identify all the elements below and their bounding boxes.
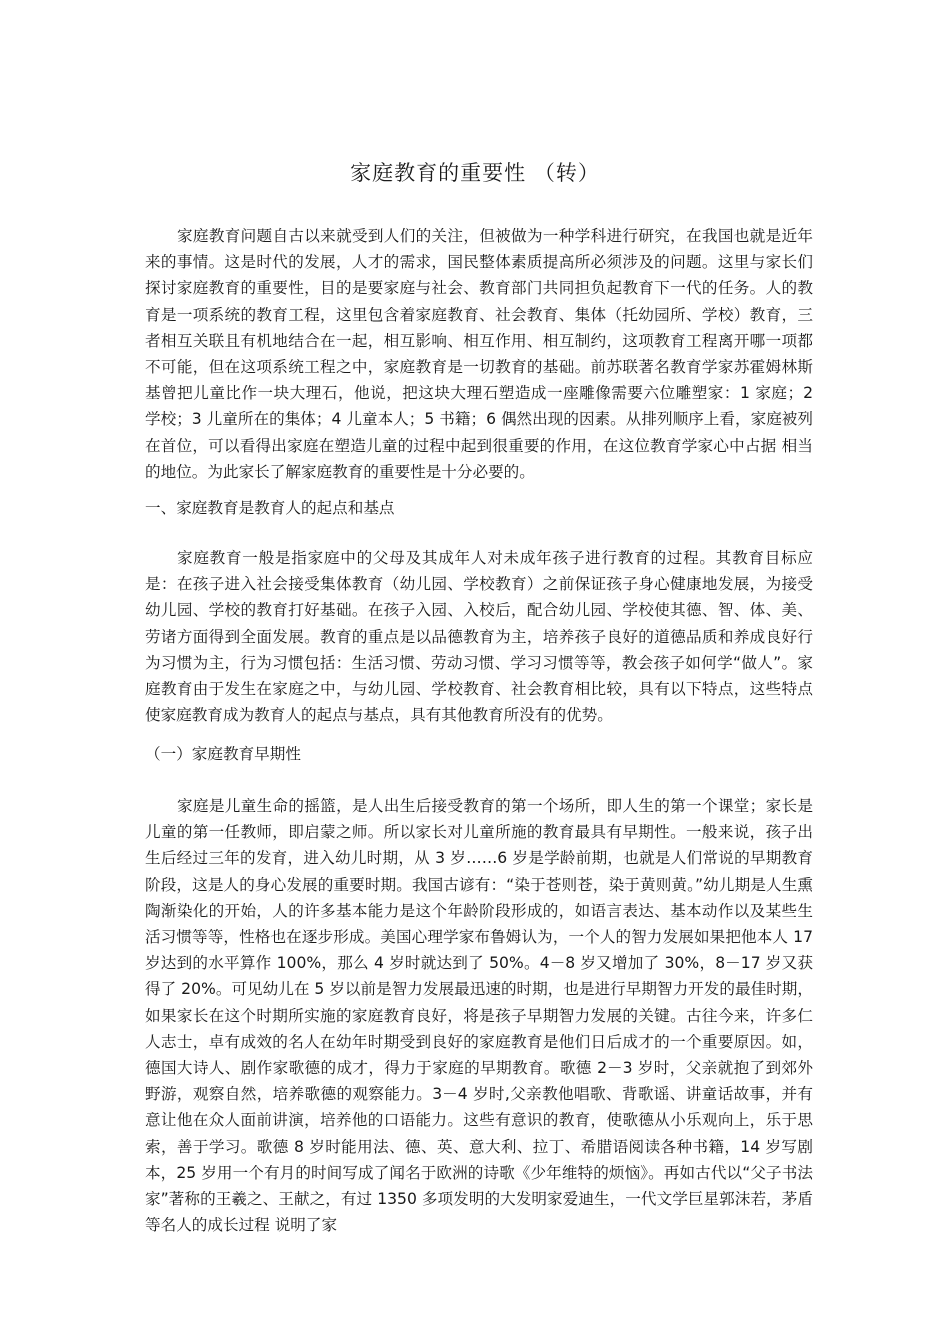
section-1-paragraph: 家庭教育一般是指家庭中的父母及其成年人对未成年孩子进行教育的过程。其教育目标应是：在孩子进入社会接受集体教育（幼儿园、学校教育）之前保证孩子身心健康地发展，为接受幼儿园、学校的教育打好基础。在孩子入园、入校后，配合幼儿园、学校使其德、智、体、美、劳诸方面得到全面发展。教育的重点是以品德教育为主，培养孩子良好的道德品质和养成良好行为习惯为主，行为习惯包括：生活习惯、劳动习惯、学习习惯等等，教会孩子如何学“做人”。家庭教育由于发生在家庭之中，与幼儿园、学校教育、社会教育相比较，具有以下特点，这些特点使家庭教育成为教育人的起点与基点，具有其他教育所没有的优势。 <box>145 549 813 725</box>
section-heading-1: 一、家庭教育是教育人的起点和基点 <box>145 499 395 517</box>
intro-paragraph: 家庭教育问题自古以来就受到人们的关注，但被做为一种学科进行研究，在我国也就是近年来的事情。这是时代的发展，人才的需求，国民整体素质提高所必须涉及的问题。这里与家长们探讨家庭教育的重要性，目的是要家庭与社会、教育部门共同担负起教育下一代的任务。人的教育是一项系统的教育工程，这里包含着家庭教育、社会教育、集体（托幼园所、学校）教育，三者相互关联且有机地结合在一起，相互影响、相互作用、相互制约，这项教育工程离开哪一项都不可能，但在这项系统工程之中，家庭教育是一切教育的基础。前苏联著名教育学家苏霍姆林斯基曾把儿童比作一块大理石，他说，把这块大理石塑造成一座雕像需要六位雕塑家：1 家庭；2 学校；3 儿童所在的集体；4 儿童本人；5 书籍；6 偶然出现的因素。从排列顺序上看，家庭被列在首位，可以看得出家庭在塑造儿童的过程中起到很重要的作用，在这位教育学家心中占据 相当的地位。为此家长了解家庭教育的重要性是十分必要的。 <box>145 227 813 481</box>
subsection-heading-1: （一）家庭教育早期性 <box>145 745 301 763</box>
document-title: 家庭教育的重要性 （转） <box>350 161 600 185</box>
subsection-1-paragraph: 家庭是儿童生命的摇篮，是人出生后接受教育的第一个场所，即人生的第一个课堂；家长是儿童的第一任教师，即启蒙之师。所以家长对儿童所施的教育最具有早期性。一般来说，孩子出生后经过三年的发育，进入幼儿时期，从 3 岁……6 岁是学龄前期，也就是人们常说的早期教育阶段，这是人的身心发展的重要时期。我国古谚有：“染于苍则苍，染于黄则黄。”幼儿期是人生熏陶渐染化的开始，人的许多基本能力是这个年龄阶段形成的，如语言表达、基本动作以及某些生活习惯等等，性格也在逐步形成。美国心理学家布鲁姆认为，一个人的智力发展如果把他本人 17 岁达到的水平算作 100%，那么 4 岁时就达到了 50%。4－8 岁又增加了 30%，8－17 岁又获得了 20%。可见幼儿在 5 岁以前是智力发展最迅速的时期，也是进行早期智力开发的最佳时期，如果家长在这个时期所实施的家庭教育良好，将是孩子早期智力发展的关键。古往今来，许多仁人志士，卓有成效的名人在幼年时期受到良好的家庭教育是他们日后成才的一个重要原因。如，德国大诗人、剧作家歌德的成才，得力于家庭的早期教育。歌德 2－3 岁时，父亲就抱了到郊外野游，观察自然，培养歌德的观察能力。3－4 岁时,父亲教他唱歌、背歌谣、讲童话故事，并有意让他在众人面前讲演，培养他的口语能力。这些有意识的教育，使歌德从小乐观向上，乐于思索，善于学习。歌德 8 岁时能用法、德、英、意大利、拉丁、希腊语阅读各种书籍，14 岁写剧本，25 岁用一个有月的时间写成了闻名于欧洲的诗歌《少年维特的烦恼》。再如古代以“父子书法家”著称的王羲之、王献之，有过 1350 多项发明的大发明家爱迪生，一代文学巨星郭沫若，茅盾等名人的成长过程 说明了家 <box>145 797 813 1235</box>
